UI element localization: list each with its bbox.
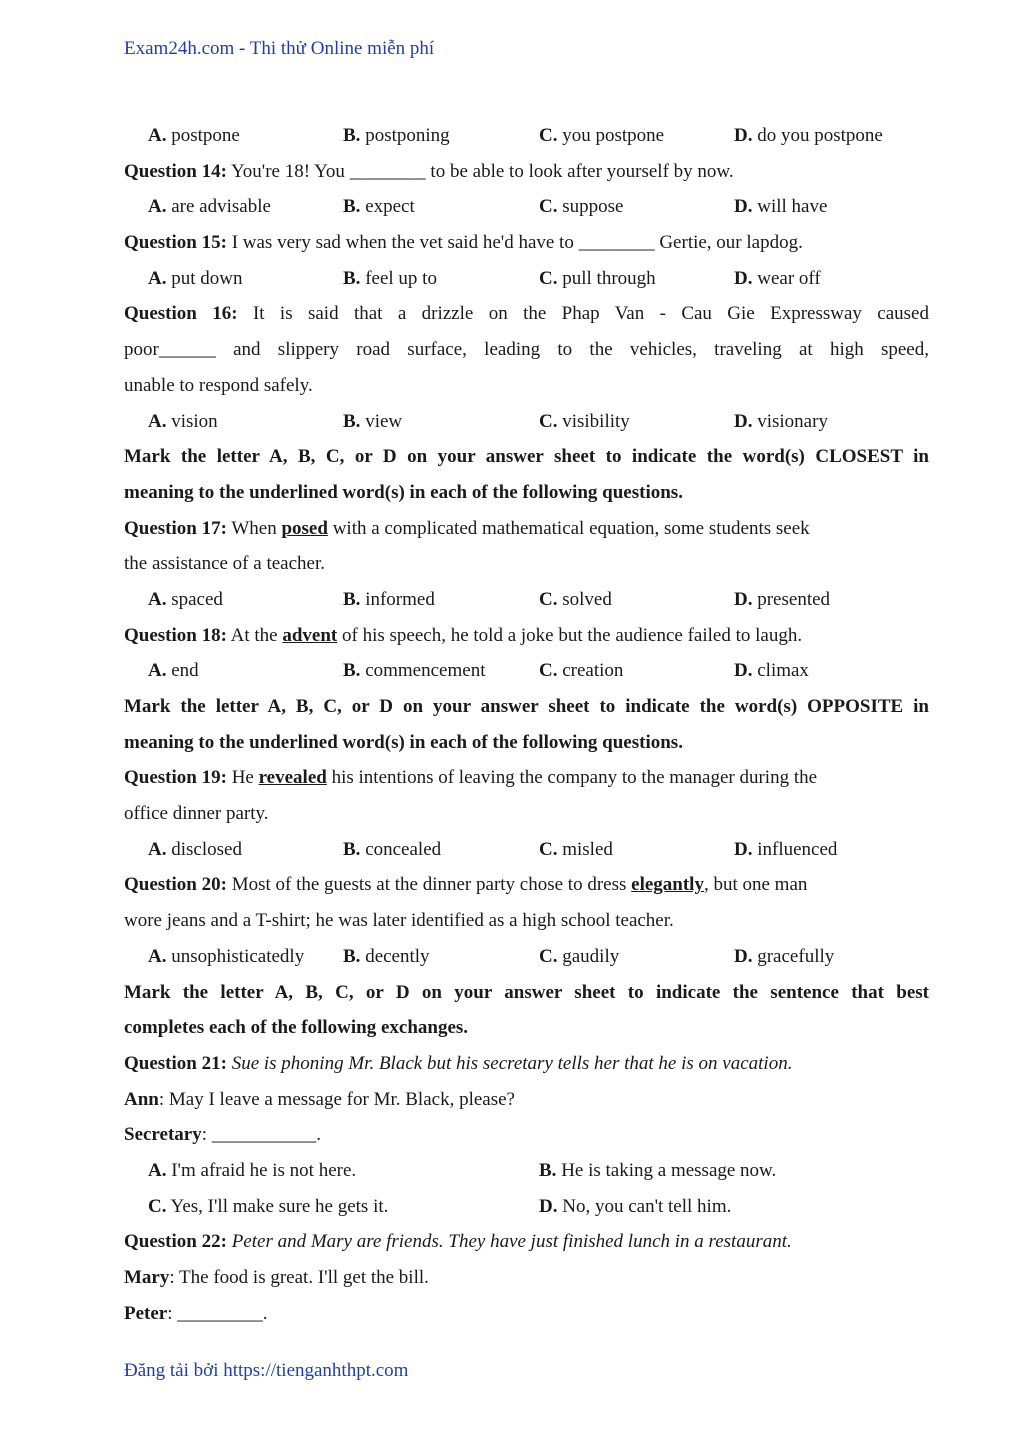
option-d: D. presented [734,588,831,610]
option-c: C. you postpone [539,125,665,146]
q17-options [124,582,929,618]
q22-stem: Question 22: Peter and Mary are friends. They have just finished lunch in a restaurant. [124,1231,792,1253]
underlined-word: revealed [258,767,327,789]
option-b: B. feel up to [343,267,437,289]
option-d: D. gracefully [734,945,835,967]
q19-options [124,832,929,868]
q18-options [124,653,929,689]
option-c: C. pull through [539,267,656,289]
instruction-opposite-line2: meaning to the underlined word(s) in each of the following questions. [124,731,683,753]
q17-stem-line2: the assistance of a teacher. [124,553,325,575]
option-a: A. spaced [148,588,223,610]
q21-options-row1 [124,1153,929,1189]
option-d: D. will have [734,196,828,218]
q16-stem-line3: unable to respond safely. [124,374,313,396]
q21-ann-line: Ann: May I leave a message for Mr. Black, please? [124,1088,515,1110]
option-d: D. influenced [734,838,838,860]
option-c: C. creation [539,660,624,682]
option-d: D. No, you can't tell him. [539,1195,732,1217]
page-footer: Đăng tải bởi https://tienganhthpt.com [124,1360,409,1381]
instruction-exchanges-line1: Mark the letter A, B, C, or D on your answer sheet to indicate the sentence that best [124,981,929,1003]
option-b: B. decently [343,945,430,967]
q16-stem-line1: Question 16: It is said that a drizzle on the Phap Van - Cau Gie Expressway caused [124,303,929,325]
q21-secretary-line: Secretary: ___________. [124,1124,321,1146]
option-d: D. visionary [734,410,828,432]
option-d: D. do you postpone [734,125,883,146]
option-c: C. Yes, I'll make sure he gets it. [148,1195,389,1217]
option-b: B. concealed [343,838,442,860]
q17-stem: Question 17: When posed with a complicated mathematical equation, some students seek [124,517,810,539]
q15-options [124,261,929,297]
underlined-word: elegantly [631,874,704,896]
q19-stem: Question 19: He revealed his intentions of leaving the company to the manager during the [124,767,818,789]
instruction-opposite-line1: Mark the letter A, B, C, or D on your answer sheet to indicate the word(s) OPPOSITE in [124,696,929,717]
q19-stem-line2: office dinner party. [124,803,269,825]
q16-options [124,404,929,440]
q15-stem: Question 15: I was very sad when the vet said he'd have to ________ Gertie, our lapdog. [124,232,803,254]
q20-stem: Question 20: Most of the guests at the dinner party chose to dress elegantly, but one man [124,874,808,896]
option-b: B. commencement [343,660,486,682]
option-c: C. visibility [539,410,630,432]
instruction-exchanges-line2: completes each of the following exchanges. [124,1017,469,1039]
instruction-closest-line1: Mark the letter A, B, C, or D on your answer sheet to indicate the word(s) CLOSEST in [124,446,929,468]
option-b: B. He is taking a message now. [539,1159,777,1181]
q16-stem-line2: poor______ and slippery road surface, leading to the vehicles, traveling at high speed, [124,339,929,361]
q14-options [124,189,929,225]
option-a: A. I'm afraid he is not here. [148,1159,357,1181]
option-a: A. put down [148,267,243,289]
option-c: C. suppose [539,196,624,218]
q13-options [124,118,929,154]
option-a: A. vision [148,410,218,432]
option-a: A. disclosed [148,838,242,860]
option-a: A. postpone [148,125,240,146]
option-c: C. solved [539,588,612,610]
option-a: A. unsophisticatedly [148,945,305,967]
q20-options [124,939,929,975]
option-b: B. informed [343,588,435,610]
option-b: B. view [343,410,403,432]
instruction-closest-line2: meaning to the underlined word(s) in each of the following questions. [124,481,683,503]
option-b: B. expect [343,196,415,218]
q20-stem-line2: wore jeans and a T-shirt; he was later identified as a high school teacher. [124,910,674,932]
q14-stem: Question 14: You're 18! You ________ to be able to look after yourself by now. [124,160,734,182]
option-b: B. postponing [343,125,450,146]
q18-stem: Question 18: At the advent of his speech, he told a joke but the audience failed to laugh. [124,624,803,646]
page-header: Exam24h.com - Thi thử Online miễn phí [124,38,435,59]
option-a: A. are advisable [148,196,271,218]
q22-peter-line: Peter: _________. [124,1302,268,1324]
underlined-word: posed [281,517,328,539]
underlined-word: advent [282,624,338,646]
q21-options-row2 [124,1189,929,1225]
exam-content [124,118,929,1331]
option-a: A. end [148,660,199,682]
option-c: C. gaudily [539,945,620,967]
q22-mary-line: Mary: The food is great. I'll get the bill. [124,1267,429,1288]
q21-stem: Question 21: Sue is phoning Mr. Black but his secretary tells her that he is on vacation. [124,1052,793,1074]
option-d: D. climax [734,660,809,682]
option-d: D. wear off [734,267,821,289]
option-c: C. misled [539,838,613,860]
